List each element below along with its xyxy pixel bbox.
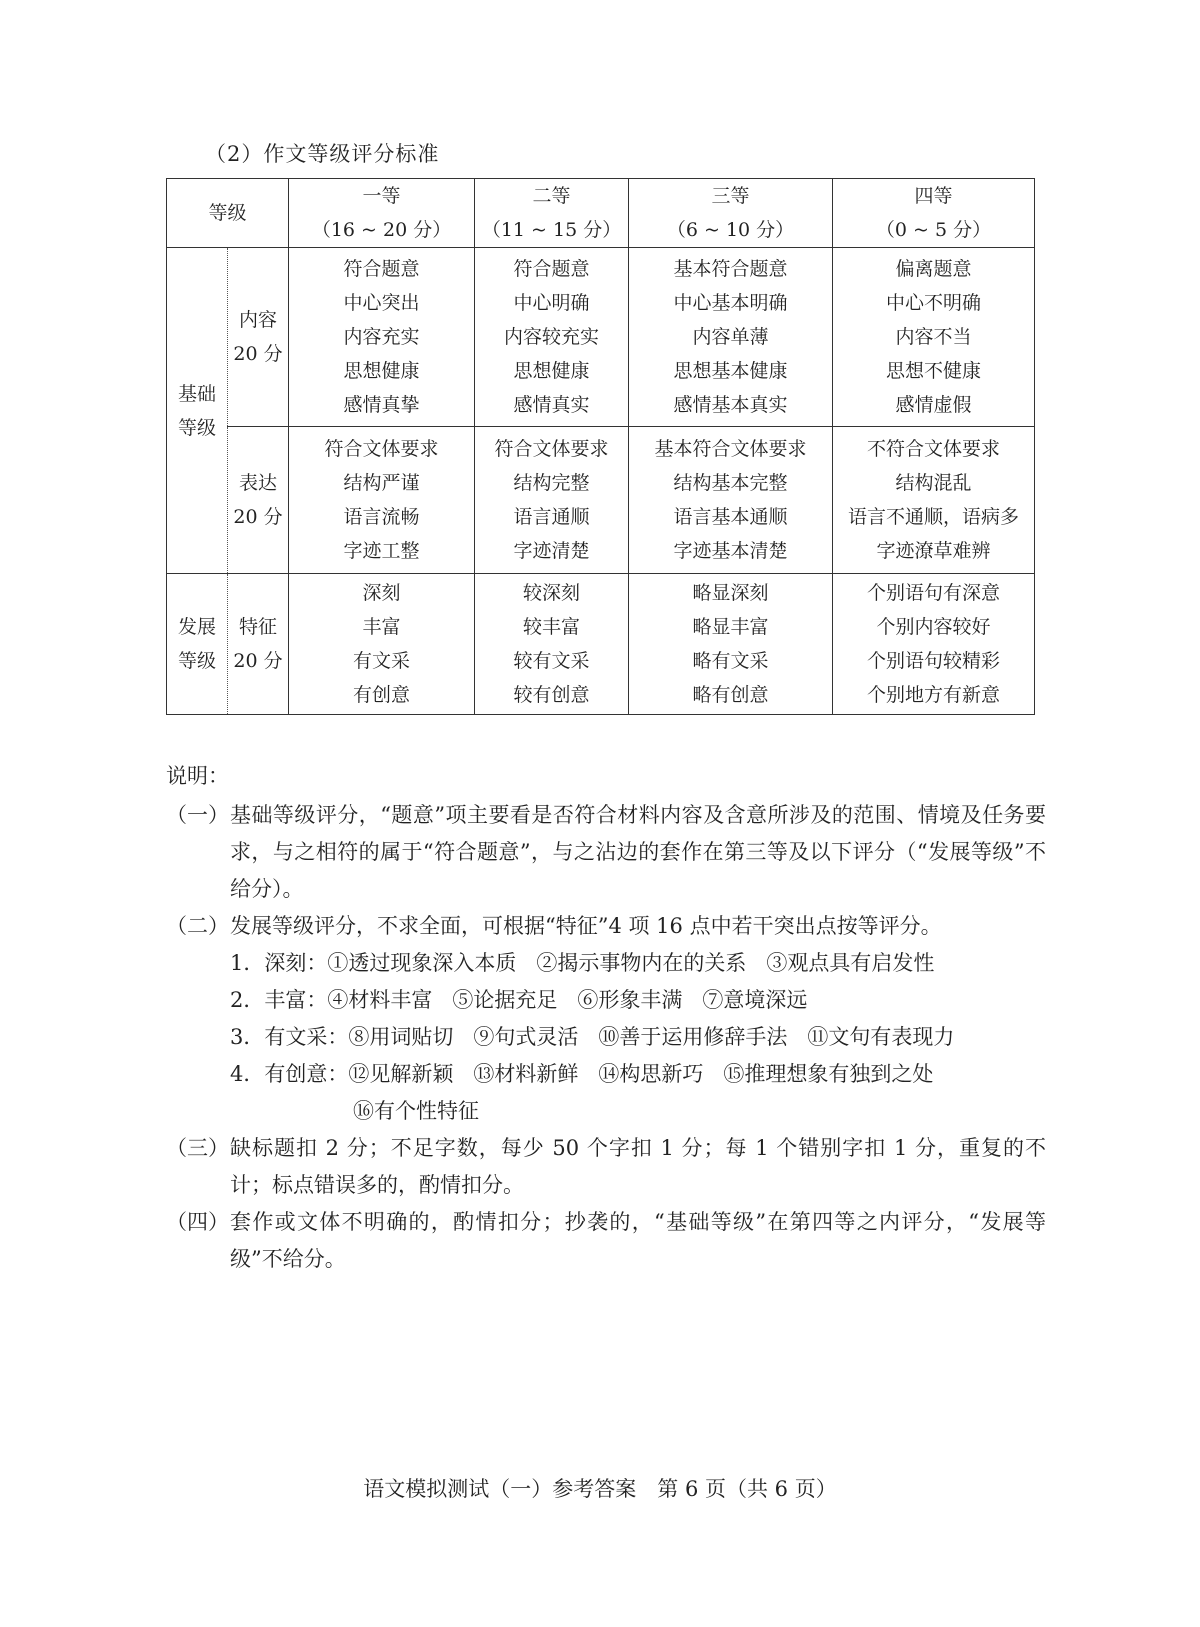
notes-title: 说明：	[166, 764, 229, 788]
criterion: 深刻	[362, 582, 401, 604]
grade-range: （6 ~ 10 分）	[666, 219, 795, 241]
content-cell-1	[289, 248, 475, 427]
point: ⑫见解新颖	[348, 1062, 454, 1086]
criterion: 结构完整	[513, 472, 590, 494]
criterion: 符合题意	[513, 258, 590, 280]
content-cell-3	[629, 248, 833, 427]
grade-corner-cell: 等级	[167, 179, 289, 248]
criterion: 基本符合文体要求	[654, 438, 807, 460]
expression-label	[228, 427, 289, 574]
note-item-3	[166, 1130, 1046, 1204]
feature-row	[167, 574, 1035, 715]
criterion: 个别内容较好	[876, 616, 991, 638]
criterion: 思想不健康	[886, 360, 982, 382]
notes-section	[166, 758, 1046, 1278]
feature-point-creative	[230, 1056, 1046, 1093]
criterion: 语言流畅	[343, 506, 420, 528]
grade-header-3	[629, 179, 833, 248]
criterion: 中心明确	[513, 292, 590, 314]
grade-name: 一等	[362, 185, 401, 207]
note-item-1	[166, 797, 1046, 908]
feature-point-deep	[230, 945, 1046, 982]
criterion: 语言通顺	[513, 506, 590, 528]
criterion: 字迹清楚	[513, 540, 590, 562]
label-line: 基础	[177, 382, 216, 405]
section-heading: （2）作文等级评分标准	[205, 142, 440, 166]
criterion: 符合题意	[343, 258, 420, 280]
label-line: 20 分	[233, 650, 283, 672]
criterion: 感情真挚	[343, 394, 420, 416]
point: ⑧用词贴切	[348, 1025, 454, 1049]
feature-label	[228, 574, 289, 715]
criterion: 结构基本完整	[673, 472, 788, 494]
criterion: 中心基本明确	[673, 292, 788, 314]
criterion: 思想基本健康	[673, 360, 788, 382]
point: ④材料丰富	[327, 988, 433, 1012]
point: ⑭构思新巧	[598, 1062, 704, 1086]
feature-point-literary	[230, 1019, 1046, 1056]
feature-cell-2	[475, 574, 629, 715]
note-number: （一）	[166, 803, 229, 827]
criterion: 较深刻	[523, 582, 581, 604]
page-footer: 语文模拟测试（一）参考答案 第 6 页（共 6 页）	[363, 1477, 837, 1501]
criterion: 略有文采	[692, 650, 769, 672]
criterion: 中心不明确	[886, 292, 982, 314]
point: ⑤论据充足	[452, 988, 558, 1012]
label-line: 20 分	[233, 506, 283, 528]
criterion: 有文采	[353, 650, 411, 672]
grade-header-2	[475, 179, 629, 248]
development-level-label	[167, 574, 228, 715]
feature-point-label: 1．深刻：	[230, 951, 328, 975]
point: ⑩善于运用修辞手法	[598, 1025, 788, 1049]
criterion: 个别地方有新意	[867, 684, 1001, 706]
criterion: 字迹潦草难辨	[876, 540, 991, 562]
criterion: 结构混乱	[895, 472, 972, 494]
criterion: 符合文体要求	[494, 438, 609, 460]
criterion: 内容不当	[895, 326, 972, 348]
grade-name: 二等	[532, 185, 571, 207]
expression-cell-1	[289, 427, 475, 574]
criterion: 丰富	[362, 616, 401, 638]
label-line: 20 分	[233, 343, 283, 365]
grade-name: 四等	[914, 185, 953, 207]
criterion: 内容充实	[343, 326, 420, 348]
grading-table	[166, 178, 1035, 715]
criterion: 内容单薄	[692, 326, 769, 348]
grade-range: （11 ~ 15 分）	[481, 219, 622, 241]
point: ②揭示事物内在的关系	[536, 951, 747, 975]
criterion: 语言基本通顺	[673, 506, 788, 528]
criterion: 感情真实	[513, 394, 590, 416]
feature-point-label: 2．丰富：	[230, 988, 328, 1012]
point: ⑥形象丰满	[577, 988, 683, 1012]
point: ⑨句式灵活	[473, 1025, 579, 1049]
expression-row	[167, 427, 1035, 574]
content-row	[167, 248, 1035, 427]
criterion: 结构严谨	[343, 472, 420, 494]
label-line: 发展	[177, 616, 216, 638]
grade-name: 三等	[711, 185, 750, 207]
grade-header-4	[833, 179, 1035, 248]
criterion: 字迹基本清楚	[673, 540, 788, 562]
feature-cell-1	[289, 574, 475, 715]
feature-cell-4	[833, 574, 1035, 715]
feature-cell-3	[629, 574, 833, 715]
criterion: 字迹工整	[343, 540, 420, 562]
point: ⑪文句有表现力	[807, 1025, 955, 1049]
feature-points-list	[230, 945, 1046, 1130]
content-label	[228, 248, 289, 427]
criterion: 较丰富	[523, 616, 581, 638]
note-text: 缺标题扣 2 分；不足字数，每少 50 个字扣 1 分；每 1 个错别字扣 1 分，重复的不计；标点错误多的，酌情扣分。	[230, 1136, 1046, 1197]
criterion: 略有创意	[692, 684, 769, 706]
note-text: 套作或文体不明确的，酌情扣分；抄袭的，“基础等级”在第四等之内评分，“发展等级”不给分。	[230, 1210, 1046, 1271]
grade-range: （16 ~ 20 分）	[311, 219, 452, 241]
note-item-2	[166, 908, 1046, 945]
expression-cell-2	[475, 427, 629, 574]
criterion: 个别语句有深意	[867, 582, 1001, 604]
point: ③观点具有启发性	[766, 951, 935, 975]
note-text: 发展等级评分，不求全面，可根据“特征”4 项 16 点中若干突出点按等评分。	[230, 914, 942, 938]
label-line: 内容	[239, 309, 278, 331]
content-cell-2	[475, 248, 629, 427]
criterion: 较有文采	[513, 650, 590, 672]
feature-point-label: 3．有文采：	[230, 1025, 349, 1049]
criterion: 感情虚假	[895, 394, 972, 416]
feature-point-rich	[230, 982, 1046, 1019]
criterion: 较有创意	[513, 684, 590, 706]
note-number: （四）	[166, 1210, 229, 1234]
criterion: 符合文体要求	[324, 438, 439, 460]
note-number: （二）	[166, 914, 229, 938]
criterion: 略显丰富	[692, 616, 769, 638]
grade-range: （0 ~ 5 分）	[875, 219, 992, 241]
criterion: 思想健康	[513, 360, 590, 382]
expression-cell-4	[833, 427, 1035, 574]
feature-point-creative-cont: ⑯有个性特征	[353, 1099, 479, 1123]
criterion: 基本符合题意	[673, 258, 788, 280]
expression-cell-3	[629, 427, 833, 574]
content-cell-4	[833, 248, 1035, 427]
criterion: 语言不通顺，语病多	[848, 506, 1020, 528]
note-item-4	[166, 1204, 1046, 1278]
label-line: 表达	[239, 472, 278, 494]
label-line: 特征	[239, 616, 278, 638]
grade-header-1	[289, 179, 475, 248]
criterion: 内容较充实	[504, 326, 600, 348]
criterion: 个别语句较精彩	[867, 650, 1001, 672]
label-line: 等级	[177, 650, 216, 672]
criterion: 感情基本真实	[673, 394, 788, 416]
basic-level-label	[167, 248, 228, 574]
label-line: 等级	[177, 416, 216, 439]
criterion: 中心突出	[343, 292, 420, 314]
grade-header-row	[167, 179, 1035, 248]
criterion: 有创意	[353, 684, 411, 706]
feature-point-label: 4．有创意：	[230, 1062, 349, 1086]
criterion: 思想健康	[343, 360, 420, 382]
criterion: 偏离题意	[895, 258, 972, 280]
point: ⑦意境深远	[702, 988, 808, 1012]
note-number: （三）	[166, 1136, 229, 1160]
point: ⑬材料新鲜	[473, 1062, 579, 1086]
criterion: 略显深刻	[692, 582, 769, 604]
point: ①透过现象深入本质	[327, 951, 517, 975]
note-text: 基础等级评分，“题意”项主要看是否符合材料内容及含意所涉及的范围、情境及任务要求，与之相符的属于“符合题意”，与之沾边的套作在第三等及以下评分（“发展等级”不给分）。	[230, 803, 1046, 901]
criterion: 不符合文体要求	[867, 438, 1001, 460]
point: ⑮推理想象有独到之处	[723, 1062, 934, 1086]
